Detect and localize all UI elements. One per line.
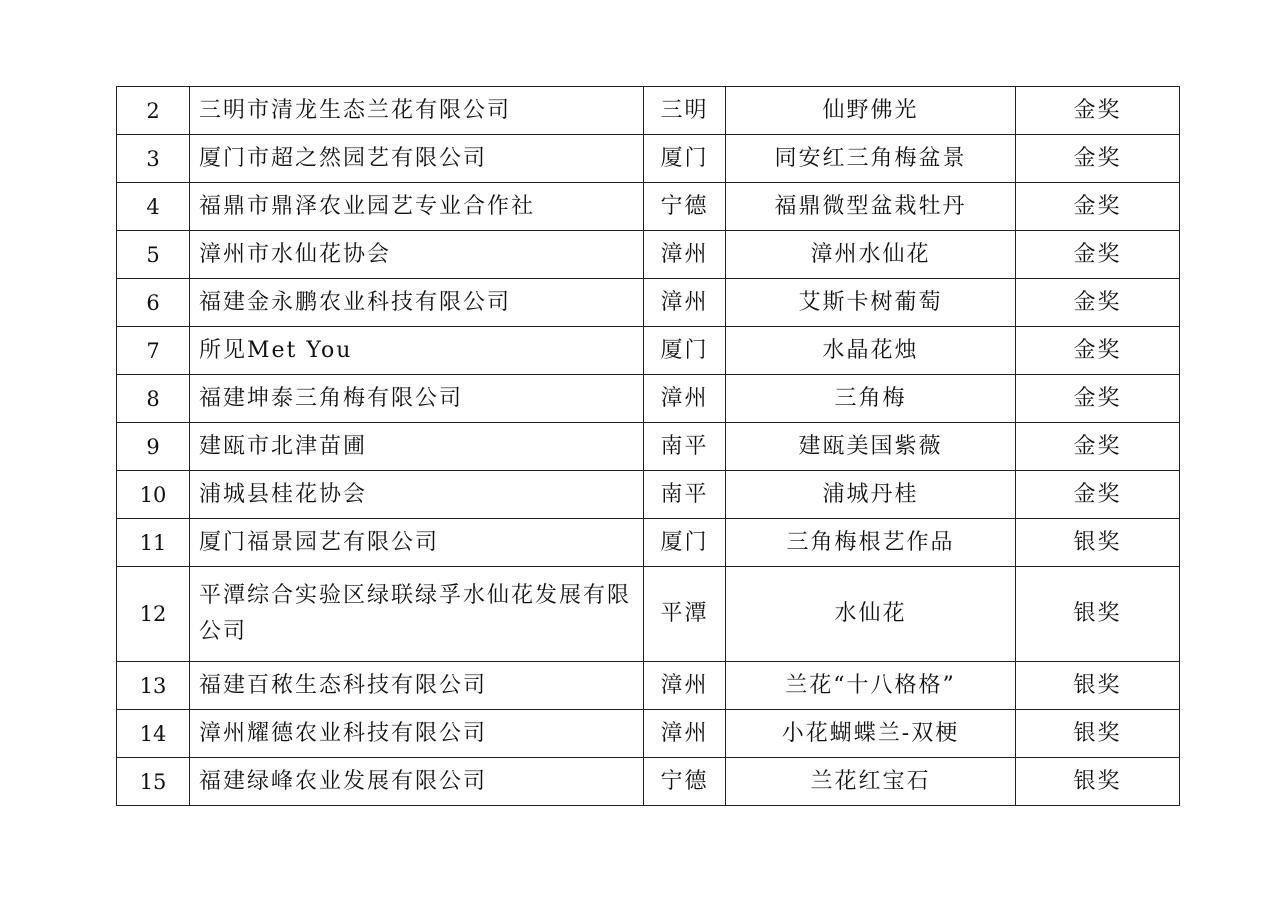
table-row: [117, 519, 1180, 567]
region: 厦门: [644, 327, 726, 375]
organization-name: 厦门福景园艺有限公司: [190, 519, 644, 567]
row-number: 14: [117, 710, 190, 758]
product-name: 三角梅: [726, 375, 1016, 423]
organization-name: 三明市清龙生态兰花有限公司: [190, 87, 644, 135]
row-number: 11: [117, 519, 190, 567]
region: 平潭: [644, 567, 726, 662]
product-name: 漳州水仙花: [726, 231, 1016, 279]
row-number: 7: [117, 327, 190, 375]
row-number: 6: [117, 279, 190, 327]
row-number: 3: [117, 135, 190, 183]
region: 南平: [644, 471, 726, 519]
organization-name: 漳州耀德农业科技有限公司: [190, 710, 644, 758]
product-name: 水晶花烛: [726, 327, 1016, 375]
product-name: 浦城丹桂: [726, 471, 1016, 519]
table-row: [117, 662, 1180, 710]
row-number: 12: [117, 567, 190, 662]
award-table: [116, 86, 1180, 806]
product-name: 三角梅根艺作品: [726, 519, 1016, 567]
table-row: [117, 423, 1180, 471]
table-row: [117, 183, 1180, 231]
region: 南平: [644, 423, 726, 471]
table-row: [117, 87, 1180, 135]
organization-name: 福鼎市鼎泽农业园艺专业合作社: [190, 183, 644, 231]
table-row: [117, 135, 1180, 183]
region: 漳州: [644, 231, 726, 279]
table-row: [117, 710, 1180, 758]
row-number: 2: [117, 87, 190, 135]
product-name: 兰花红宝石: [726, 758, 1016, 806]
product-name: 小花蝴蝶兰-双梗: [726, 710, 1016, 758]
award-level: 金奖: [1016, 375, 1180, 423]
award-level: 金奖: [1016, 231, 1180, 279]
row-number: 4: [117, 183, 190, 231]
region: 漳州: [644, 662, 726, 710]
table-row: [117, 231, 1180, 279]
award-level: 金奖: [1016, 471, 1180, 519]
award-level: 银奖: [1016, 519, 1180, 567]
organization-name: 福建金永鹏农业科技有限公司: [190, 279, 644, 327]
organization-name: 福建绿峰农业发展有限公司: [190, 758, 644, 806]
region: 漳州: [644, 710, 726, 758]
award-level: 金奖: [1016, 423, 1180, 471]
table-row: [117, 567, 1180, 662]
row-number: 8: [117, 375, 190, 423]
table-row: [117, 758, 1180, 806]
product-name: 福鼎微型盆栽牡丹: [726, 183, 1016, 231]
award-level: 金奖: [1016, 87, 1180, 135]
organization-name: 平潭综合实验区绿联绿孚水仙花发展有限公司: [190, 567, 644, 662]
row-number: 10: [117, 471, 190, 519]
region: 漳州: [644, 375, 726, 423]
table-row: [117, 471, 1180, 519]
row-number: 13: [117, 662, 190, 710]
award-level: 银奖: [1016, 567, 1180, 662]
region: 漳州: [644, 279, 726, 327]
organization-name: 福建坤泰三角梅有限公司: [190, 375, 644, 423]
table-row: [117, 279, 1180, 327]
organization-name: 建瓯市北津苗圃: [190, 423, 644, 471]
row-number: 15: [117, 758, 190, 806]
organization-name: 漳州市水仙花协会: [190, 231, 644, 279]
row-number: 5: [117, 231, 190, 279]
organization-name: 厦门市超之然园艺有限公司: [190, 135, 644, 183]
product-name: 建瓯美国紫薇: [726, 423, 1016, 471]
award-level: 银奖: [1016, 710, 1180, 758]
product-name: 同安红三角梅盆景: [726, 135, 1016, 183]
region: 厦门: [644, 519, 726, 567]
row-number: 9: [117, 423, 190, 471]
organization-name: 福建百秾生态科技有限公司: [190, 662, 644, 710]
product-name: 艾斯卡树葡萄: [726, 279, 1016, 327]
award-level: 银奖: [1016, 758, 1180, 806]
region: 三明: [644, 87, 726, 135]
table-row: [117, 375, 1180, 423]
award-level: 金奖: [1016, 279, 1180, 327]
award-level: 金奖: [1016, 135, 1180, 183]
table-row: [117, 327, 1180, 375]
region: 厦门: [644, 135, 726, 183]
award-level: 金奖: [1016, 183, 1180, 231]
product-name: 水仙花: [726, 567, 1016, 662]
product-name: 仙野佛光: [726, 87, 1016, 135]
organization-name: 浦城县桂花协会: [190, 471, 644, 519]
region: 宁德: [644, 183, 726, 231]
product-name: 兰花“十八格格”: [726, 662, 1016, 710]
organization-name: 所见Met You: [190, 327, 644, 375]
award-level: 银奖: [1016, 662, 1180, 710]
award-level: 金奖: [1016, 327, 1180, 375]
region: 宁德: [644, 758, 726, 806]
